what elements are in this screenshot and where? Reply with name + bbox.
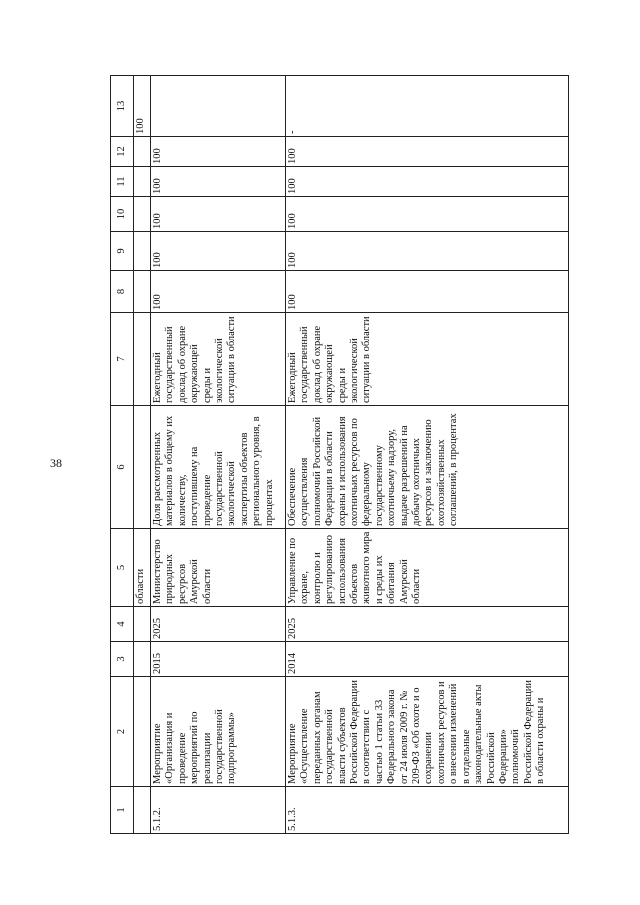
column-number: 7 xyxy=(111,313,134,406)
page-number: 38 xyxy=(50,456,62,470)
table-cell xyxy=(134,313,151,406)
executor: Управление по охране, контролю и регулированию использования объектов животного мира и среды их обитания Амурской области xyxy=(286,529,569,607)
value-cell: - xyxy=(286,76,569,137)
rotated-table-container xyxy=(110,76,580,834)
table-cell xyxy=(134,197,151,232)
table-cell xyxy=(134,607,151,642)
value-cell: 100 xyxy=(286,271,569,313)
column-number-row xyxy=(111,76,134,834)
indicator: Доля рассмотренных материалов в общему их количеству, поступившему на проведение государственной экологической экспертизы объектов регионального уровня, в процентах xyxy=(151,406,286,529)
column-number: 10 xyxy=(111,197,134,232)
end-year: 2025 xyxy=(286,607,569,642)
value-cell: 100 xyxy=(151,197,286,232)
indicator: Обеспечение осуществления полномочий Российской Федерации в области охраны и использования охотничьих ресурсов по федеральному государственному охотничьему надзору, выдаче разрешений на добычу охотничьих ресурсов и заключению охотхозяйственных соглашений, в процентах xyxy=(286,406,569,529)
value-cell: 100 xyxy=(286,197,569,232)
column-number: 4 xyxy=(111,607,134,642)
table-row xyxy=(286,76,569,834)
start-year: 2015 xyxy=(151,642,286,677)
value-cell: 100 xyxy=(151,167,286,197)
value-2025-continuation: 100 xyxy=(134,76,151,137)
table-cell xyxy=(134,406,151,529)
executor: Министерство природных ресурсов Амурской области xyxy=(151,529,286,607)
row-id: 5.1.3. xyxy=(286,787,569,834)
column-number: 8 xyxy=(111,271,134,313)
column-number: 6 xyxy=(111,406,134,529)
table-cell xyxy=(134,642,151,677)
table-cell xyxy=(134,232,151,271)
table-cell xyxy=(134,271,151,313)
column-number: 11 xyxy=(111,167,134,197)
column-number: 1 xyxy=(111,787,134,834)
table-row xyxy=(151,76,286,834)
table-cell xyxy=(134,787,151,834)
continuation-row xyxy=(134,76,151,834)
value-cell: 100 xyxy=(286,167,569,197)
measure-name: Мероприятие «Осуществление переданных органам государственной власти субъектов Российской Федерации в соответствии с частью 1 статьи 33 Федерального закона от 24 июля 2009 г. № 209-ФЗ «Об охоте и о сохранении охотничьих ресурсов и о внесении изменений в отдельные законодательные акты Российской Федерации» полномочий Российской Федерации в области охраны и xyxy=(286,677,569,787)
executor-continuation: области xyxy=(134,529,151,607)
column-number: 2 xyxy=(111,677,134,787)
value-cell: 100 xyxy=(286,232,569,271)
program-measures-table xyxy=(110,75,569,834)
value-cell: 100 xyxy=(151,137,286,167)
column-number: 3 xyxy=(111,642,134,677)
table-cell xyxy=(134,137,151,167)
value-cell: 100 xyxy=(286,137,569,167)
end-year: 2025 xyxy=(151,607,286,642)
measure-name: Мероприятие «Организация и проведение мероприятий по реализации государственной подпрограммы» xyxy=(151,677,286,787)
column-number: 12 xyxy=(111,137,134,167)
row-id: 5.1.2. xyxy=(151,787,286,834)
table-cell xyxy=(134,677,151,787)
column-number: 9 xyxy=(111,232,134,271)
column-number: 13 xyxy=(111,76,134,137)
table-cell xyxy=(134,167,151,197)
data-source: Ежегодный государственный доклад об охране окружающей среды и экологической ситуации в области xyxy=(151,313,286,406)
value-cell: 100 xyxy=(151,232,286,271)
data-source: Ежегодный государственный доклад об охране окружающей среды и экологической ситуации в области xyxy=(286,313,569,406)
column-number: 5 xyxy=(111,529,134,607)
value-cell: 100 xyxy=(151,271,286,313)
value-cell xyxy=(151,76,286,137)
start-year: 2014 xyxy=(286,642,569,677)
